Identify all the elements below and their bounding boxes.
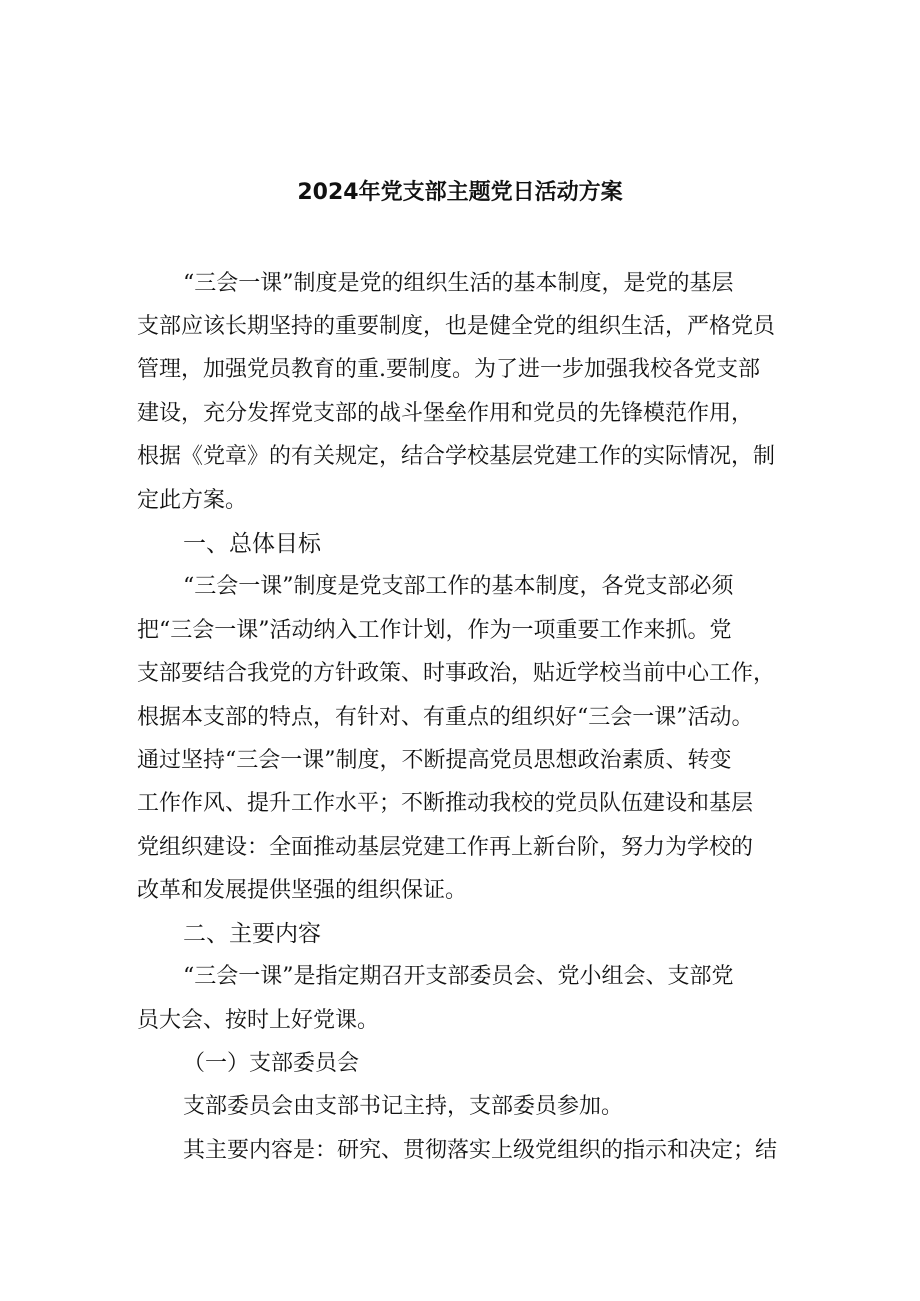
subsection-1-heading: （一）支部委员会 — [183, 1051, 360, 1076]
section-1-line-4: 根据本支部的特点，有针对、有重点的组织好“三会一课”活动。 — [137, 705, 754, 730]
intro-line-6: 定此方案。 — [137, 488, 248, 513]
subsection-1-line-1: 支部委员会由支部书记主持，支部委员参加。 — [183, 1094, 624, 1119]
subsection-1-line-2: 其主要内容是：研究、贯彻落实上级党组织的指示和决定；结 — [183, 1138, 778, 1163]
document-title: 2024年党支部主题党日活动方案 — [297, 180, 623, 205]
intro-line-3: 管理，加强党员教育的重.要制度。为了进一步加强我校各党支部 — [137, 357, 760, 382]
section-1-line-3: 支部要结合我党的方针政策、时事政治，贴近学校当前中心工作， — [137, 661, 776, 686]
section-1-line-6: 工作作风、提升工作水平；不断推动我校的党员队伍建设和基层 — [137, 791, 754, 816]
intro-line-1: “三会一课”制度是党的组织生活的基本制度，是党的基层 — [183, 271, 734, 296]
intro-line-2: 支部应该长期坚持的重要制度，也是健全党的组织生活，严格党员 — [137, 314, 776, 339]
intro-line-4: 建设，充分发挥党支部的战斗堡垒作用和党员的先锋模范作用， — [137, 401, 754, 426]
section-1-line-7: 党组织建设：全面推动基层党建工作再上新台阶，努力为学校的 — [137, 835, 754, 860]
section-2-line-2: 员大会、按时上好党课。 — [137, 1008, 380, 1033]
section-2-heading: 二、主要内容 — [183, 921, 321, 947]
intro-line-5: 根据《党章》的有关规定，结合学校基层党建工作的实际情况，制 — [137, 444, 776, 469]
section-1-line-2: 把“三会一课”活动纳入工作计划，作为一项重要工作来抓。党 — [137, 618, 732, 643]
section-1-heading: 一、总体目标 — [183, 531, 321, 557]
section-1-line-1: “三会一课”制度是党支部工作的基本制度，各党支部必须 — [183, 574, 734, 599]
section-1-line-5: 通过坚持“三会一课”制度，不断提高党员思想政治素质、转变 — [137, 748, 732, 773]
section-1-line-8: 改革和发展提供坚强的组织保证。 — [137, 878, 468, 903]
section-2-line-1: “三会一课”是指定期召开支部委员会、党小组会、支部党 — [183, 964, 734, 989]
